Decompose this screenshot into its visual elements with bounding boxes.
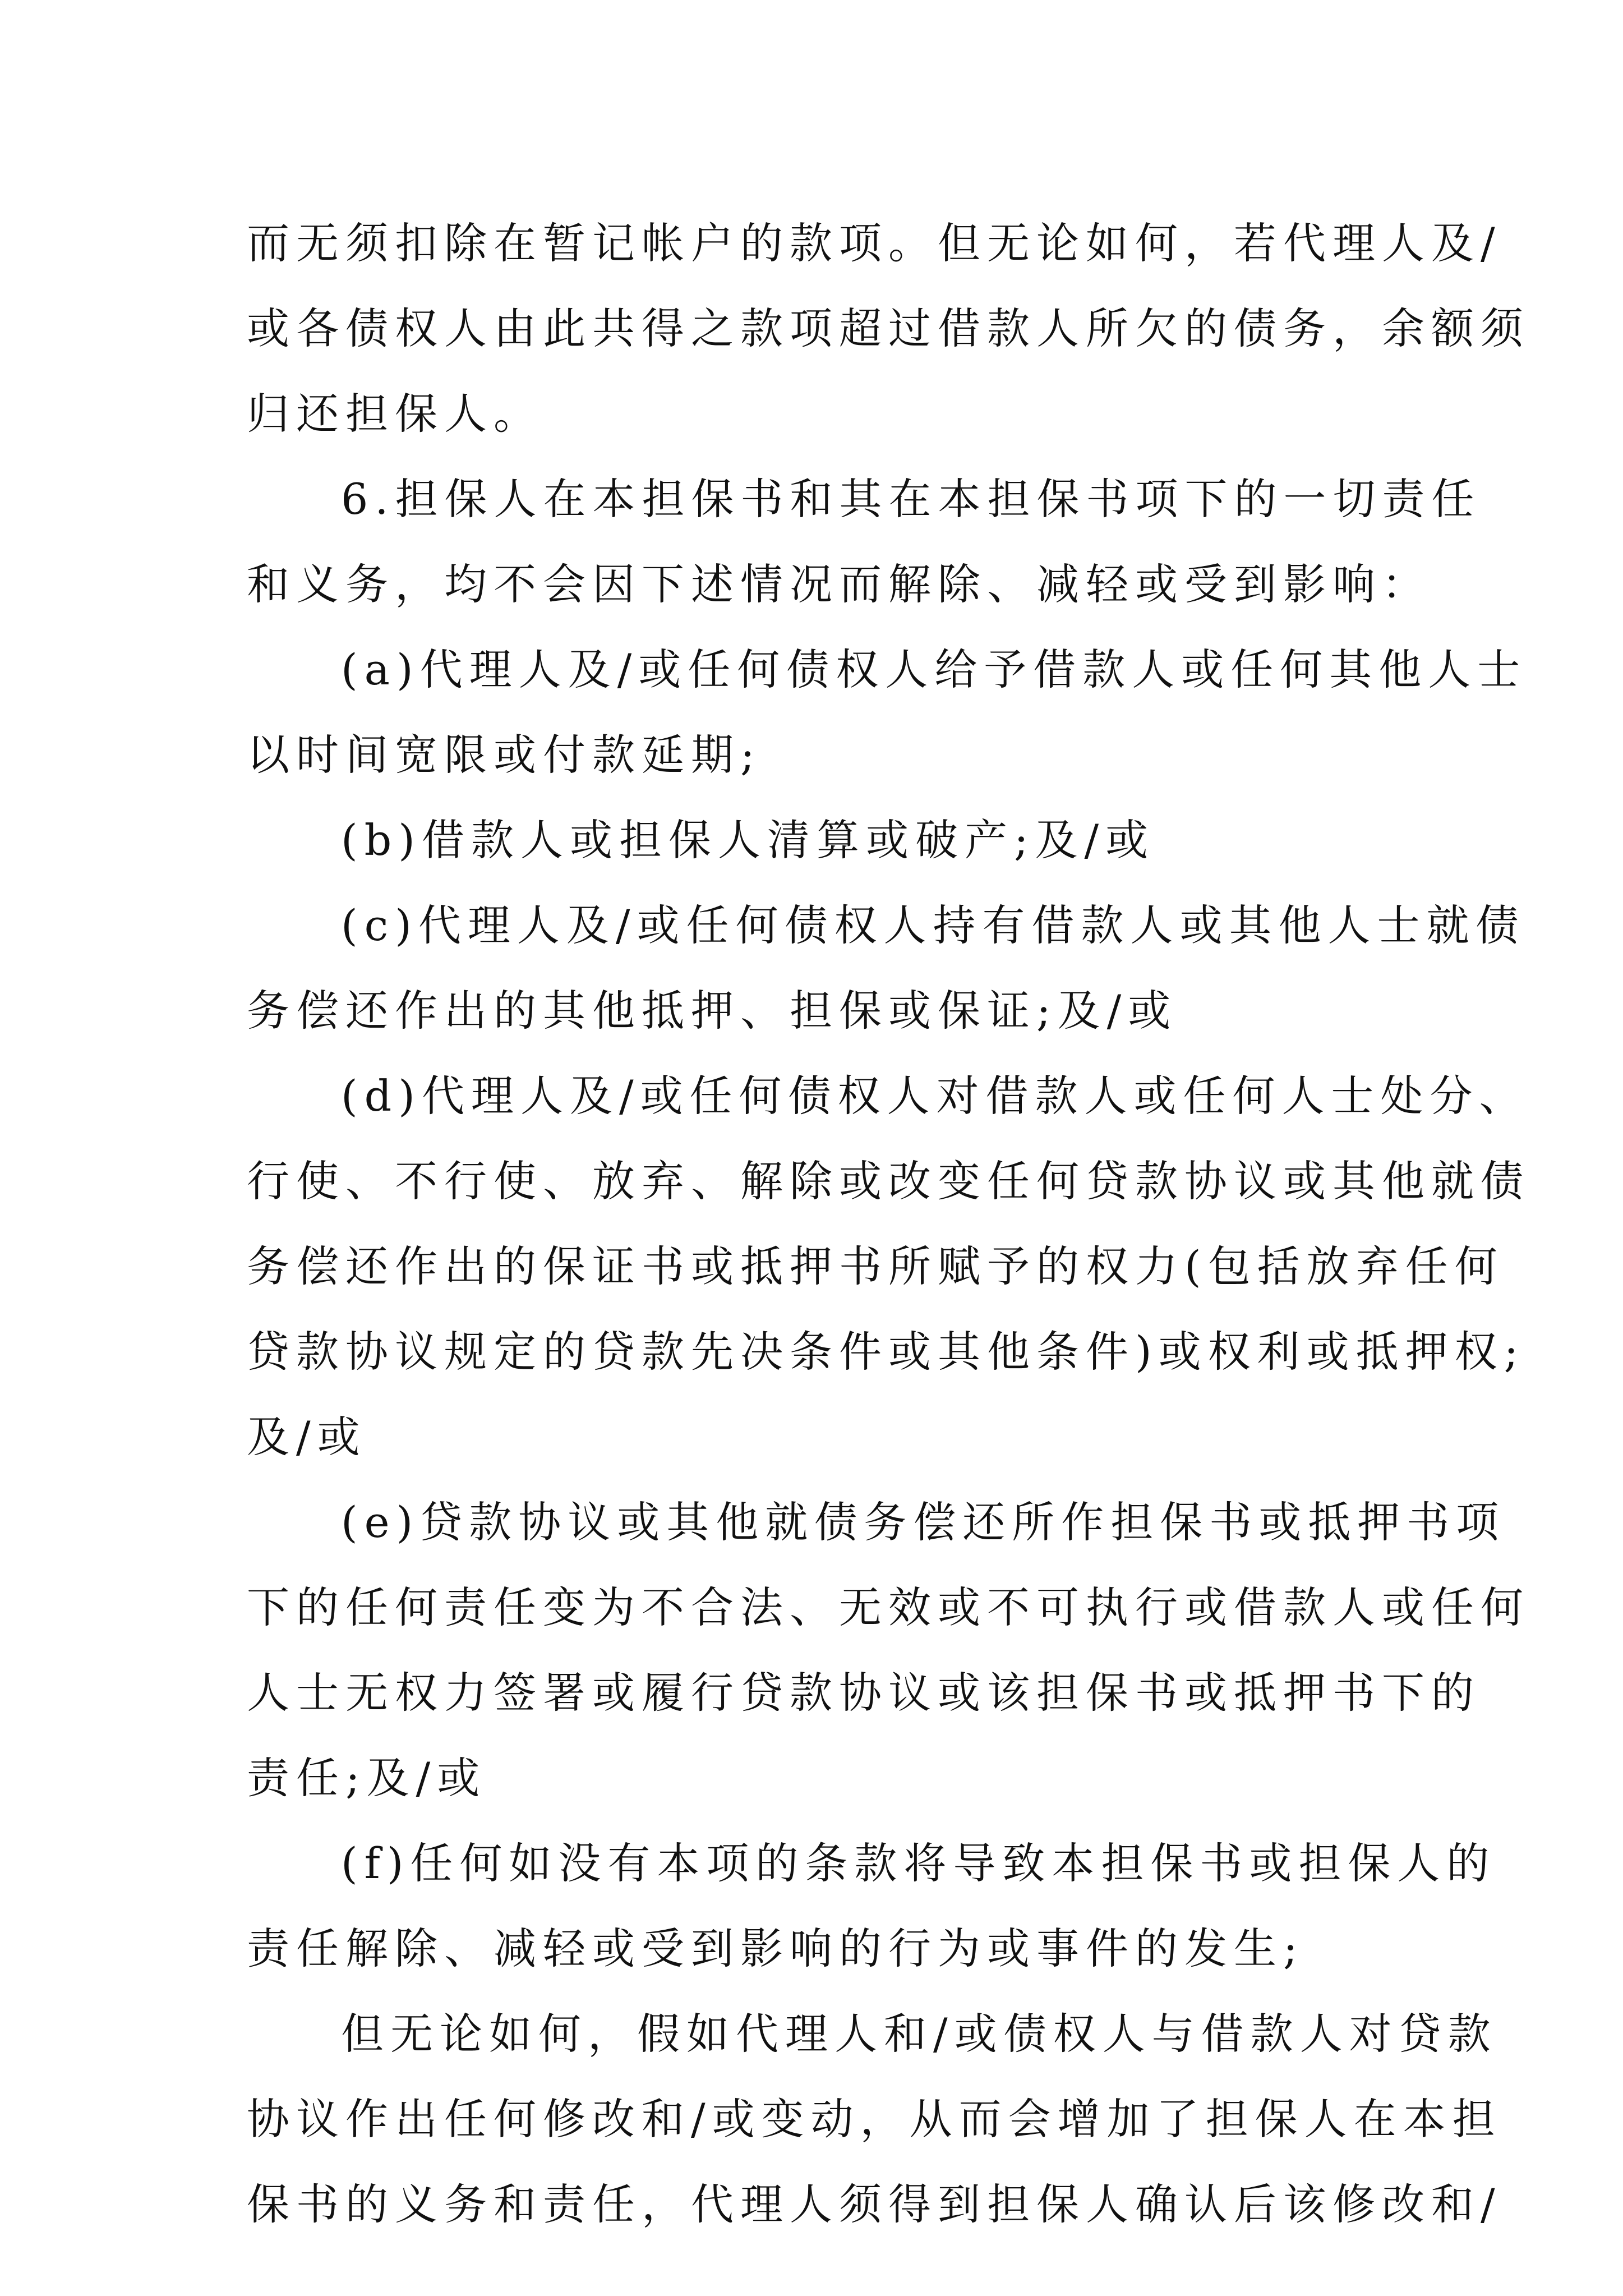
text-line: (d)代理人及/或任何债权人对借款人或任何人士处分、 (341, 1071, 1529, 1121)
text-line: 以时间宽限或付款延期; (247, 730, 762, 780)
text-line: 但无论如何，假如代理人和/或债权人与借款人对贷款 (341, 2009, 1497, 2059)
paragraph-continuation (247, 201, 1530, 457)
text-line: 责任;及/或 (247, 1753, 487, 1803)
paragraph-item-d (247, 1053, 1530, 1480)
text-line: 人士无权力签署或履行贷款协议或该担保书或抵押书下的 (247, 1668, 1481, 1718)
text-line: (e)贷款协议或其他就债务偿还所作担保书或抵押书项 (341, 1497, 1506, 1547)
text-line: 行使、不行使、放弃、解除或改变任何贷款协议或其他就债 (247, 1156, 1530, 1206)
text-line: (a)代理人及/或任何债权人给予借款人或任何其他人士 (341, 645, 1527, 694)
text-line: 保书的义务和责任，代理人须得到担保人确认后该修改和/ (247, 2179, 1502, 2229)
text-line: 责任解除、减轻或受到影响的行为或事件的发生; (247, 1924, 1304, 1973)
paragraph-item-f (247, 1821, 1496, 1991)
text-line: 而无须扣除在暂记帐户的款项。但无论如何，若代理人及/ (247, 218, 1502, 268)
text-line: 务偿还作出的保证书或抵押书所赋予的权力(包括放弃任何 (247, 1241, 1504, 1291)
text-line: 下的任何责任变为不合法、无效或不可执行或借款人或任何 (247, 1582, 1530, 1632)
text-line: (f)任何如没有本项的条款将导致本担保书或担保人的 (341, 1838, 1496, 1888)
paragraph-proviso (247, 1991, 1502, 2247)
text-line: (c)代理人及/或任何债权人持有借款人或其他人士就债 (341, 900, 1525, 950)
paragraph-clause-6 (247, 457, 1481, 627)
text-line: 6.担保人在本担保书和其在本担保书项下的一切责任 (341, 474, 1481, 524)
paragraph-item-e (247, 1480, 1530, 1821)
text-line: 务偿还作出的其他抵押、担保或保证;及/或 (247, 986, 1178, 1036)
text-line: 及/或 (247, 1412, 367, 1462)
paragraph-item-c (247, 883, 1525, 1053)
text-line: 协议作出任何修改和/或变动，从而会增加了担保人在本担 (247, 2094, 1502, 2144)
paragraph-item-a (247, 627, 1527, 798)
document-body (247, 201, 1530, 2247)
text-line: (b)借款人或担保人清算或破产;及/或 (341, 815, 1155, 865)
text-line: 贷款协议规定的贷款先决条件或其他条件)或权利或抵押权; (247, 1327, 1525, 1377)
text-line: 归还担保人。 (247, 389, 543, 439)
text-line: 和义务，均不会因下述情况而解除、减轻或受到影响： (247, 559, 1431, 609)
text-line: 或各债权人由此共得之款项超过借款人所欠的债务，余额须 (247, 303, 1530, 353)
paragraph-item-b (247, 798, 1391, 883)
